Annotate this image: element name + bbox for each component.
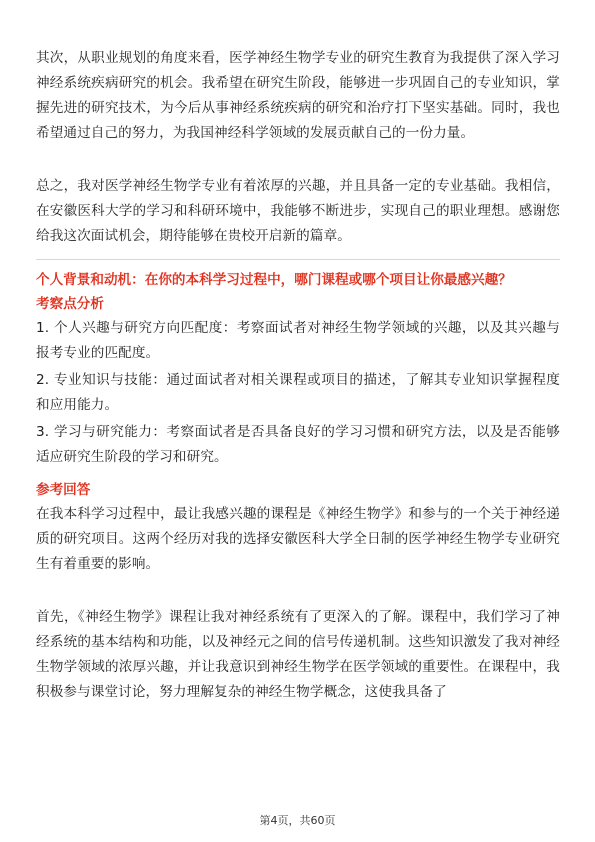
paragraph-gap	[36, 146, 560, 174]
section-divider	[36, 259, 560, 260]
analysis-item-1: 1. 个人兴趣与研究方向匹配度：考察面试者对神经生物学领域的兴趣，以及其兴趣与报考专业的匹配度。	[36, 320, 560, 361]
analysis-item-3: 3. 学习与研究能力：考察面试者是否具备良好的学习习惯和研究方法，以及是否能够适应研究生阶段的学习和研究。	[36, 424, 560, 465]
intro-paragraph-2: 总之，我对医学神经生物学专业有着浓厚的兴趣，并且具备一定的专业基础。我相信，在安徽医科大学的学习和科研环境中，我能够不断进步，实现自己的职业理想。感谢您给我这次面试机会，期待能够在贵校开启新的篇章。	[36, 178, 560, 244]
question-title: 个人背景和动机：在你的本科学习过程中，哪门课程或哪个项目让你最感兴趣？	[36, 272, 512, 288]
analysis-heading: 考察点分析	[36, 296, 104, 312]
paragraph-gap	[36, 577, 560, 605]
page-footer: 第4页，共60页	[259, 814, 336, 827]
answer-heading: 参考回答	[36, 482, 91, 498]
answer-paragraph-1: 在我本科学习过程中，最让我感兴趣的课程是《神经生物学》和参与的一个关于神经递质的研究项目。这两个经历对我的选择安徽医科大学全日制的医学神经生物学专业研究生有着重要的影响。	[36, 506, 560, 572]
document-page	[36, 46, 560, 705]
answer-paragraph-2: 首先，《神经生物学》课程让我对神经系统有了更深入的了解。课程中，我们学习了神经系统的基本结构和功能，以及神经元之间的信号传递机制。这些知识激发了我对神经生物学领域的浓厚兴趣，并让我意识到神经生物学在医学领域的重要性。在课程中，我积极参与课堂讨论，努力理解复杂的神经生物学概念，这使我具备了	[36, 609, 560, 700]
intro-paragraph-1: 其次，从职业规划的角度来看，医学神经生物学专业的研究生教育为我提供了深入学习神经系统疾病研究的机会。我希望在研究生阶段，能够进一步巩固自己的专业知识，掌握先进的研究技术，为今后从事神经系统疾病的研究和治疗打下坚实基础。同时，我也希望通过自己的努力，为我国神经科学领域的发展贡献自己的一份力量。	[36, 50, 560, 141]
analysis-item-2: 2. 专业知识与技能：通过面试者对相关课程或项目的描述，了解其专业知识掌握程度和应用能力。	[36, 372, 560, 413]
